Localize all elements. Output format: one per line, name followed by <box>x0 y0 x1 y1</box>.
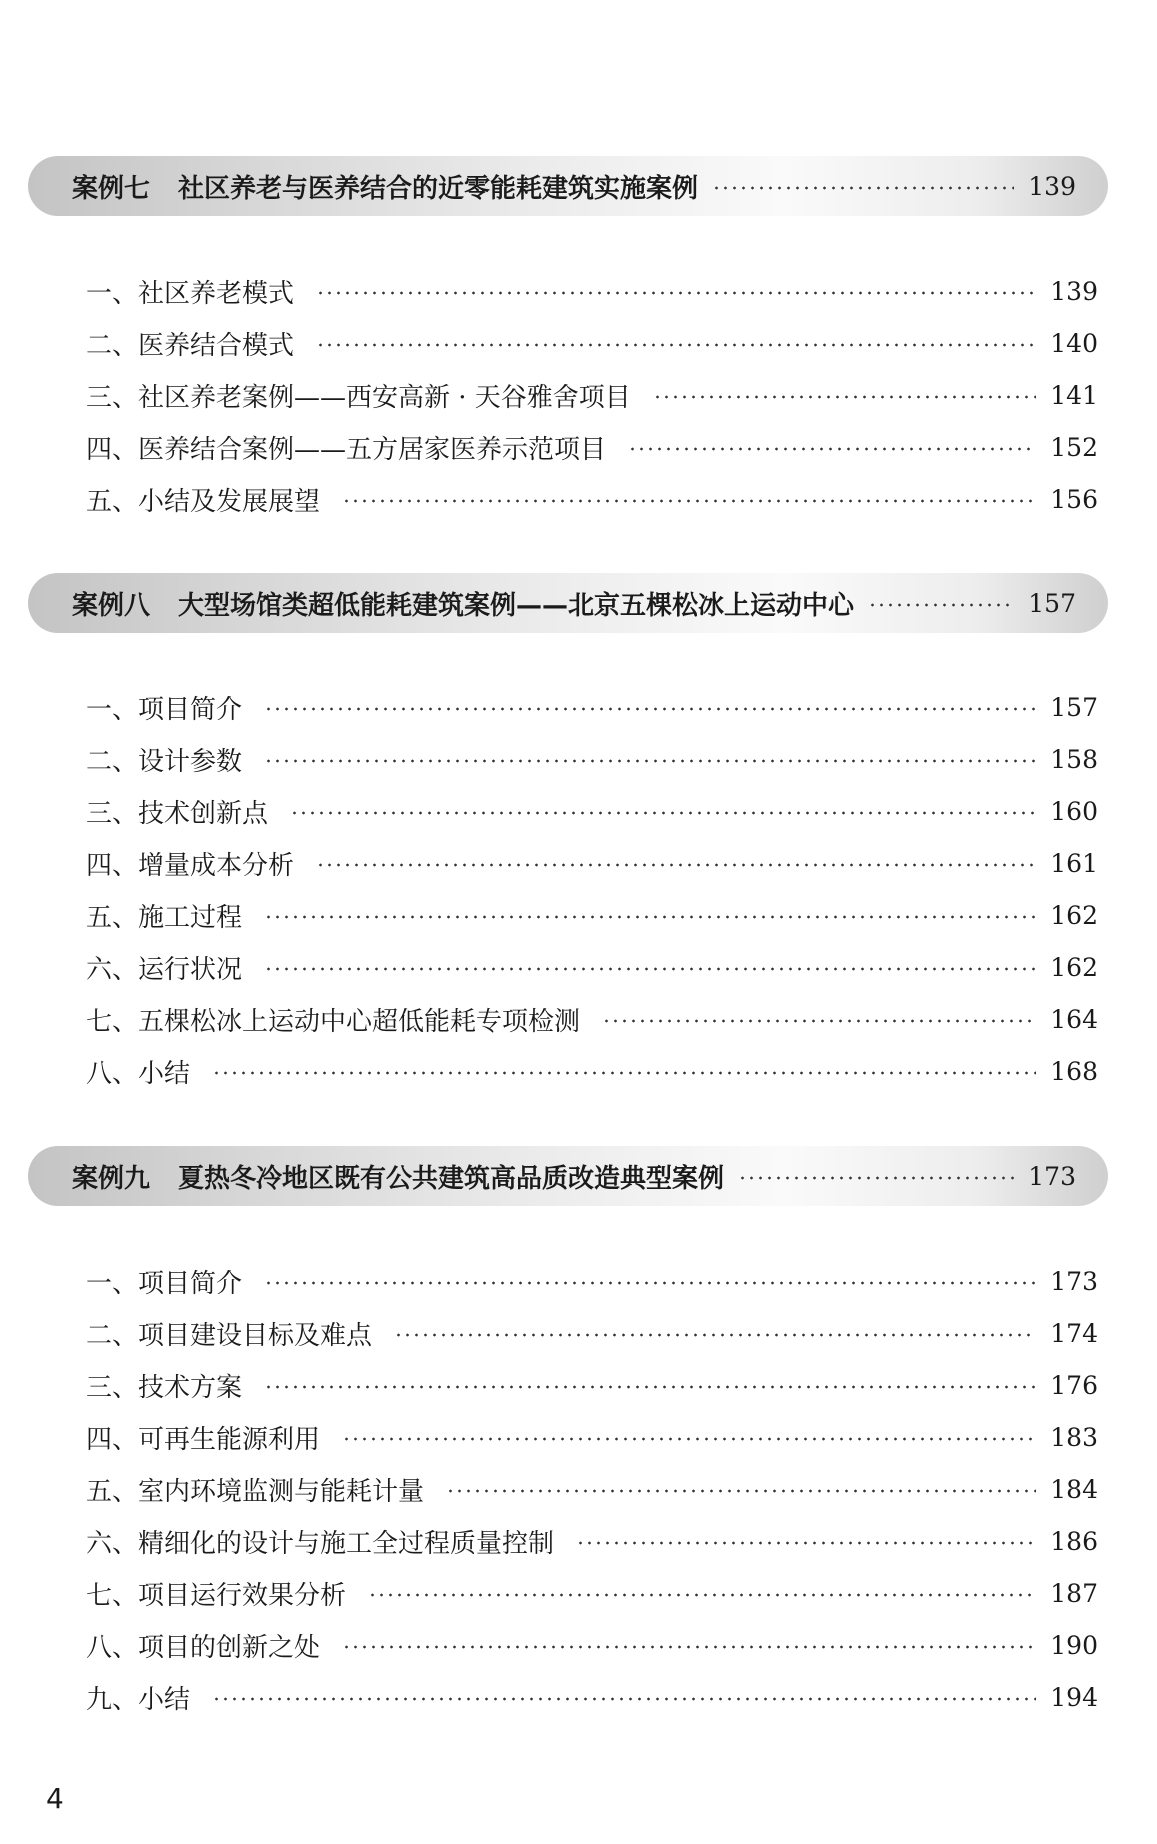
entry-page: 162 <box>1050 952 1098 982</box>
dot-leader <box>394 1329 1036 1341</box>
toc-entry[interactable] <box>86 947 1098 987</box>
entry-title: 四、增量成本分析 <box>86 850 295 881</box>
dot-leader <box>342 1433 1036 1445</box>
dot-leader <box>264 703 1036 715</box>
dot-leader <box>212 1693 1036 1705</box>
dot-leader <box>264 963 1036 975</box>
entry-title: 一、项目简介 <box>86 694 243 725</box>
dot-leader <box>712 182 1014 194</box>
toc-entry[interactable] <box>86 687 1098 727</box>
chapter-page: 157 <box>1028 588 1076 618</box>
entry-title: 七、五棵松冰上运动中心超低能耗专项检测 <box>86 1006 581 1037</box>
entry-title: 八、小结 <box>86 1058 191 1089</box>
entry-page: 152 <box>1050 432 1098 462</box>
entry-title: 四、可再生能源利用 <box>86 1424 321 1455</box>
entry-title: 七、项目运行效果分析 <box>86 1580 347 1611</box>
toc-entry[interactable] <box>86 1573 1098 1613</box>
dot-leader <box>576 1537 1036 1549</box>
dot-leader <box>602 1015 1036 1027</box>
entry-page: 183 <box>1050 1422 1098 1452</box>
entry-page: 187 <box>1050 1578 1098 1608</box>
chapter-title: 夏热冬冷地区既有公共建筑高品质改造典型案例 <box>178 1163 725 1194</box>
entry-page: 164 <box>1050 1004 1098 1034</box>
entry-page: 168 <box>1050 1056 1098 1086</box>
entry-page: 184 <box>1050 1474 1098 1504</box>
entry-title: 五、小结及发展展望 <box>86 486 321 517</box>
entry-title: 六、运行状况 <box>86 954 243 985</box>
toc-entry[interactable] <box>86 1521 1098 1561</box>
toc-entry[interactable] <box>86 1469 1098 1509</box>
entry-title: 三、技术创新点 <box>86 798 269 829</box>
dot-leader <box>316 339 1036 351</box>
dot-leader <box>212 1067 1036 1079</box>
dot-leader <box>342 1641 1036 1653</box>
entry-title: 二、设计参数 <box>86 746 243 777</box>
chapter-number: 案例八 <box>72 590 151 621</box>
dot-leader <box>264 755 1036 767</box>
entry-page: 157 <box>1050 692 1098 722</box>
toc-entry[interactable] <box>86 1625 1098 1665</box>
toc-entry[interactable] <box>86 375 1098 415</box>
page-number: 4 <box>46 1782 64 1815</box>
dot-leader <box>264 1381 1036 1393</box>
entry-title: 二、医养结合模式 <box>86 330 295 361</box>
toc-entry[interactable] <box>86 1313 1098 1353</box>
chapter-title: 社区养老与医养结合的近零能耗建筑实施案例 <box>178 173 699 204</box>
toc-entry[interactable] <box>86 739 1098 779</box>
toc-entry[interactable] <box>86 1417 1098 1457</box>
entry-title: 三、社区养老案例——西安高新 · 天谷雅舍项目 <box>86 382 631 413</box>
chapter-heading-case-7[interactable] <box>28 156 1108 216</box>
toc-entry[interactable] <box>86 1261 1098 1301</box>
chapter-number: 案例九 <box>72 1163 151 1194</box>
dot-leader <box>264 911 1036 923</box>
dot-leader <box>316 287 1036 299</box>
entry-page: 176 <box>1050 1370 1098 1400</box>
entry-page: 139 <box>1050 276 1098 306</box>
dot-leader <box>628 443 1036 455</box>
dot-leader <box>653 391 1036 403</box>
entry-page: 141 <box>1050 380 1098 410</box>
entry-page: 161 <box>1050 848 1098 878</box>
dot-leader <box>868 599 1014 611</box>
entry-page: 194 <box>1050 1682 1098 1712</box>
chapter-page: 173 <box>1028 1161 1076 1191</box>
entry-title: 五、施工过程 <box>86 902 243 933</box>
toc-entry[interactable] <box>86 895 1098 935</box>
dot-leader <box>738 1172 1014 1184</box>
entry-page: 160 <box>1050 796 1098 826</box>
entry-title: 八、项目的创新之处 <box>86 1632 321 1663</box>
toc-entry[interactable] <box>86 791 1098 831</box>
entry-page: 174 <box>1050 1318 1098 1348</box>
entry-page: 156 <box>1050 484 1098 514</box>
toc-entry[interactable] <box>86 1365 1098 1405</box>
entry-page: 140 <box>1050 328 1098 358</box>
toc-entry[interactable] <box>86 479 1098 519</box>
toc-entry[interactable] <box>86 999 1098 1039</box>
toc-entry[interactable] <box>86 1677 1098 1717</box>
dot-leader <box>290 807 1036 819</box>
chapter-heading-case-8[interactable] <box>28 573 1108 633</box>
toc-entry[interactable] <box>86 1051 1098 1091</box>
dot-leader <box>446 1485 1036 1497</box>
chapter-title: 大型场馆类超低能耗建筑案例——北京五棵松冰上运动中心 <box>178 590 855 621</box>
entry-page: 173 <box>1050 1266 1098 1296</box>
chapter-number: 案例七 <box>72 173 151 204</box>
entry-page: 190 <box>1050 1630 1098 1660</box>
dot-leader <box>264 1277 1036 1289</box>
entry-title: 四、医养结合案例——五方居家医养示范项目 <box>86 434 607 465</box>
entry-title: 六、精细化的设计与施工全过程质量控制 <box>86 1528 555 1559</box>
toc-entry[interactable] <box>86 843 1098 883</box>
entry-title: 一、社区养老模式 <box>86 278 295 309</box>
chapter-heading-case-9[interactable] <box>28 1146 1108 1206</box>
entry-page: 162 <box>1050 900 1098 930</box>
entry-title: 二、项目建设目标及难点 <box>86 1320 373 1351</box>
entry-title: 一、项目简介 <box>86 1268 243 1299</box>
dot-leader <box>342 495 1036 507</box>
chapter-page: 139 <box>1028 171 1076 201</box>
entry-title: 九、小结 <box>86 1684 191 1715</box>
toc-entry[interactable] <box>86 427 1098 467</box>
entry-title: 三、技术方案 <box>86 1372 243 1403</box>
entry-page: 158 <box>1050 744 1098 774</box>
entry-page: 186 <box>1050 1526 1098 1556</box>
dot-leader <box>368 1589 1036 1601</box>
dot-leader <box>316 859 1036 871</box>
entry-title: 五、室内环境监测与能耗计量 <box>86 1476 425 1507</box>
toc-entry[interactable] <box>86 271 1098 311</box>
toc-entry[interactable] <box>86 323 1098 363</box>
